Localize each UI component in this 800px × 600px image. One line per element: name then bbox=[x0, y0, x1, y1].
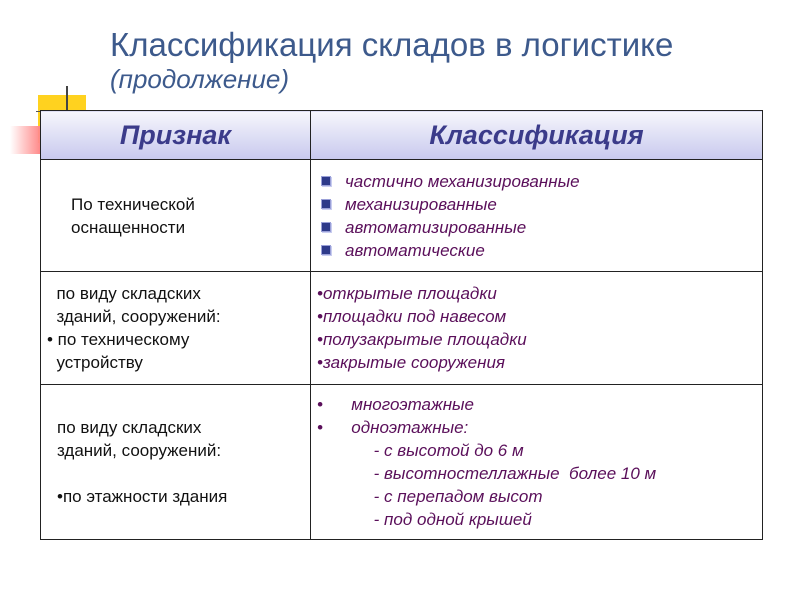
row3-classification bbox=[311, 385, 763, 540]
row1-criterion bbox=[41, 160, 311, 272]
table-header-row bbox=[41, 111, 763, 160]
row1-criterion-line: По технической bbox=[71, 194, 195, 214]
row1-classification bbox=[311, 160, 763, 272]
header-criterion: Признак bbox=[41, 111, 311, 160]
list-item: - с высотой до 6 м bbox=[317, 441, 524, 460]
row3-criterion-line: •по этажности здания bbox=[57, 487, 228, 506]
square-bullet-icon bbox=[321, 245, 331, 255]
list-item: •площадки под навесом bbox=[317, 307, 507, 326]
row2-criterion-line: устройству bbox=[47, 353, 143, 372]
list-item-text: автоматизированные bbox=[345, 217, 527, 237]
row3-criterion bbox=[41, 385, 311, 540]
row2-criterion-line: зданий, сооружений: bbox=[47, 307, 221, 326]
list-item bbox=[321, 216, 762, 239]
row3-criterion-line: зданий, сооружений: bbox=[57, 441, 222, 460]
title-subtitle: (продолжение) bbox=[110, 64, 290, 94]
square-bullet-icon bbox=[321, 176, 331, 186]
row3-criterion-spacer bbox=[57, 462, 310, 485]
square-bullet-icon bbox=[321, 222, 331, 232]
row2-criterion-line: • по техническому bbox=[47, 330, 190, 349]
list-item: - под одной крышей bbox=[317, 510, 532, 529]
row1-criterion-line: оснащенности bbox=[71, 217, 186, 237]
table-row bbox=[41, 272, 763, 385]
header-classification: Классификация bbox=[311, 111, 763, 160]
table-row bbox=[41, 385, 763, 540]
list-item: •закрытые сооружения bbox=[317, 353, 505, 372]
list-item: • многоэтажные bbox=[317, 395, 475, 414]
list-item-text: частично механизированные bbox=[345, 171, 580, 191]
table-row bbox=[41, 160, 763, 272]
list-item bbox=[321, 239, 762, 262]
title-main: Классификация складов в логистике bbox=[110, 26, 674, 63]
decor-pink-bar bbox=[10, 126, 40, 154]
list-item: • одноэтажные: bbox=[317, 418, 469, 437]
row2-criterion-line: по виду складских bbox=[47, 284, 201, 303]
list-item-text: автоматические bbox=[345, 240, 485, 260]
row2-criterion bbox=[41, 272, 311, 385]
list-item bbox=[321, 170, 762, 193]
slide-title bbox=[110, 26, 673, 94]
classification-table bbox=[40, 110, 763, 540]
list-item bbox=[321, 193, 762, 216]
list-item: •полузакрытые площадки bbox=[317, 330, 527, 349]
list-item-text: механизированные bbox=[345, 194, 497, 214]
list-item: - с перепадом высот bbox=[317, 487, 543, 506]
row2-classification bbox=[311, 272, 763, 385]
row3-criterion-line: по виду складских bbox=[57, 418, 202, 437]
square-bullet-icon bbox=[321, 199, 331, 209]
list-item: •открытые площадки bbox=[317, 284, 497, 303]
list-item: - высотностеллажные более 10 м bbox=[317, 464, 657, 483]
